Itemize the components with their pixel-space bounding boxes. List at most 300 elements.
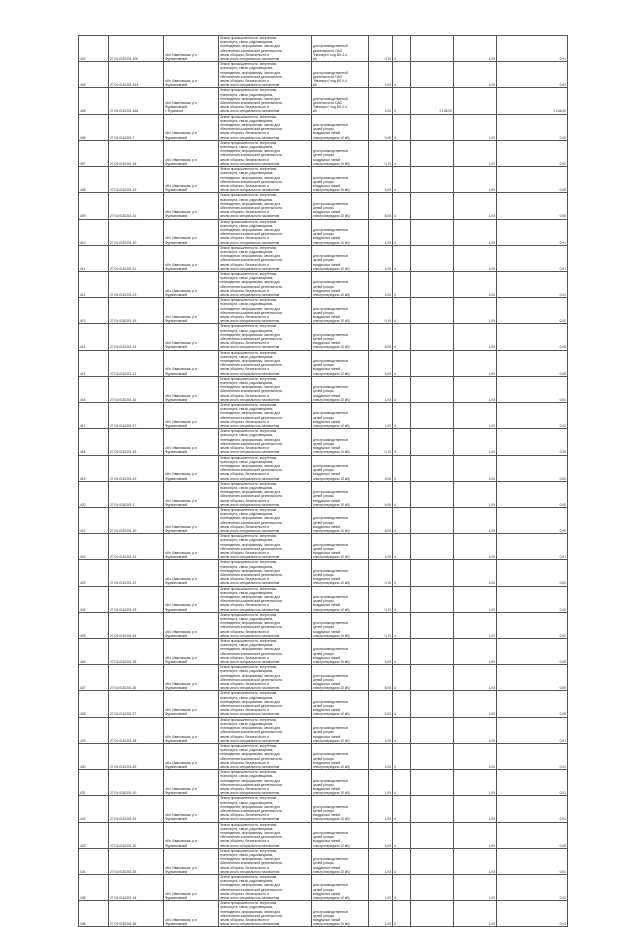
unit-code-cell: 4 [393, 403, 411, 429]
unit-code-cell: 4 [393, 350, 411, 376]
cadastral-number-cell: 27:01:0110201:15 [109, 298, 164, 324]
coefficient-cell: 1,00 [454, 298, 497, 324]
area-cell: 1,00 [369, 271, 393, 297]
land-category-cell: Земли промышленности, энергетики, транспорта, связи, радиовещания, телевидения, информатики, земли для обеспечения космической деятельности, земли обороны, безопасности и земли иного специального назначения [219, 271, 312, 297]
cadastral-number-cell: 27:01:0110201:35 [109, 901, 164, 927]
table-row [79, 639, 568, 665]
cadastral-value-cell [411, 717, 454, 743]
unit-code-cell: 4 [393, 848, 411, 874]
cadastral-value-cell [411, 271, 454, 297]
coefficient-cell: 1,00 [454, 901, 497, 927]
tax-amount-cell: 0,00 [497, 455, 568, 481]
tax-amount-cell: 0,01 [497, 848, 568, 874]
land-category-cell: Земли промышленности, энергетики, транспорта, связи, радиовещания, телевидения, информатики, земли для обеспечения космической деятельности, земли обороны, безопасности и земли иного специального назначения [219, 403, 312, 429]
table-row [79, 62, 568, 88]
tax-amount-cell: 0,01 [497, 875, 568, 901]
address-cell: обл. Ивановская, р-н Фурмановский [164, 822, 219, 848]
area-cell: 0,05 [369, 114, 393, 140]
land-category-cell: Земли промышленности, энергетики, транспорта, связи, радиовещания, телевидения, информатики, земли для обеспечения космической деятельности, земли обороны, безопасности и земли иного специального назначения [219, 691, 312, 717]
table-row [79, 88, 568, 114]
row-number-cell: 402 [79, 36, 109, 62]
coefficient-cell: 1,00 [454, 245, 497, 271]
address-cell: обл. Ивановская, р-н Фурмановский [164, 691, 219, 717]
row-number-cell: 404 [79, 62, 109, 88]
unit-code-cell: 4 [393, 717, 411, 743]
row-number-cell: 433 [79, 822, 109, 848]
address-cell: обл. Ивановская, р-н Фурмановский [164, 848, 219, 874]
coefficient-cell: 1,00 [454, 324, 497, 350]
cadastral-value-cell [411, 298, 454, 324]
tax-amount-cell: 0,05 [497, 167, 568, 193]
permitted-use-cell: для производственных целей (опоры воздушных линий электропередачи 10 кВ) [312, 691, 369, 717]
tax-amount-cell: 0,05 [497, 665, 568, 691]
land-category-cell: Земли промышленности, энергетики, транспорта, связи, радиовещания, телевидения, информатики, земли для обеспечения космической деятельности, земли обороны, безопасности и земли иного специального назначения [219, 62, 312, 88]
area-cell: 1,00 [369, 245, 393, 271]
unit-code-cell: 4 [393, 639, 411, 665]
coefficient-cell: 1,00 [454, 586, 497, 612]
table-row [79, 848, 568, 874]
cadastral-value-cell [411, 796, 454, 822]
coefficient-cell: 1,00 [454, 271, 497, 297]
coefficient-cell [454, 88, 497, 114]
cadastral-value-cell [411, 822, 454, 848]
permitted-use-cell: для производственных целей (опоры воздушных линий электропередачи 10 кВ) [312, 245, 369, 271]
table-row [79, 324, 568, 350]
unit-code-cell: 4 [393, 901, 411, 927]
cadastral-value-cell [411, 534, 454, 560]
cadastral-value-cell [411, 429, 454, 455]
tax-amount-cell: 0,05 [497, 350, 568, 376]
unit-code-cell: 4 [393, 429, 411, 455]
area-cell: 5,00 [369, 481, 393, 507]
tax-amount-cell: 0,01 [497, 770, 568, 796]
area-cell: 1,00 [369, 796, 393, 822]
land-category-cell: Земли промышленности, энергетики, транспорта, связи, радиовещания, телевидения, информатики, земли для обеспечения космической деятельности, земли обороны, безопасности и земли иного специального назначения [219, 376, 312, 402]
cadastral-number-cell: 27:01:0110201:23 [109, 586, 164, 612]
unit-code-cell: 4 [393, 875, 411, 901]
cadastral-value-cell [411, 350, 454, 376]
land-category-cell: Земли промышленности, энергетики, транспорта, связи, радиовещания, телевидения, информатики, земли для обеспечения космической деятельности, земли обороны, безопасности и земли иного специального назначения [219, 743, 312, 769]
land-category-cell: Земли промышленности, энергетики, транспорта, связи, радиовещания, телевидения, информатики, земли для обеспечения космической деятельности, земли обороны, безопасности и земли иного специального назначения [219, 586, 312, 612]
address-cell: обл. Ивановская, р-н Фурмановский [164, 743, 219, 769]
address-cell: обл. Ивановская, р-н Фурмановский [164, 796, 219, 822]
table-row [79, 167, 568, 193]
coefficient-cell: 1,00 [454, 848, 497, 874]
unit-code-cell: 4 [393, 534, 411, 560]
row-number-cell: 410 [79, 219, 109, 245]
row-number-cell: 427 [79, 665, 109, 691]
row-number-cell: 413 [79, 298, 109, 324]
coefficient-cell: 1,00 [454, 822, 497, 848]
table-row [79, 796, 568, 822]
permitted-use-cell: для производственных целей (опоры воздушных линий электропередачи 10 кВ) [312, 507, 369, 533]
permitted-use-cell: для производственных целей (опоры воздушных линий электропередачи 10 кВ) [312, 455, 369, 481]
area-cell: 1,00 [369, 219, 393, 245]
table-row [79, 403, 568, 429]
cadastral-number-cell: 27:01:0110201:15 [109, 429, 164, 455]
land-category-cell: Земли промышленности, энергетики, транспорта, связи, радиовещания, телевидения, информатики, земли для обеспечения космической деятельности, земли обороны, безопасности и земли иного специального назначения [219, 350, 312, 376]
tax-amount-cell: 0,01 [497, 743, 568, 769]
cadastral-value-cell [411, 639, 454, 665]
unit-code-cell: 4 [393, 298, 411, 324]
cadastral-value-cell [411, 62, 454, 88]
unit-code-cell: 4 [393, 193, 411, 219]
permitted-use-cell: для производственных целей (опоры воздушных линий электропередачи 10 кВ) [312, 219, 369, 245]
coefficient-cell: 1,00 [454, 350, 497, 376]
land-category-cell: Земли промышленности, энергетики, транспорта, связи, радиовещания, телевидения, информатики, земли для обеспечения космической деятельности, земли обороны, безопасности и земли иного специального назначения [219, 193, 312, 219]
permitted-use-cell: для производственной деятельности ОАО "Ивэнерго" под ВЛ-0,4 кВ [312, 62, 369, 88]
cadastral-number-cell: 27:01:0110201:14 [109, 324, 164, 350]
tax-amount-cell: 0,00 [497, 586, 568, 612]
cadastral-value-cell [411, 507, 454, 533]
permitted-use-cell: для производственных целей (опоры воздушных линий электропередачи 10 кВ) [312, 848, 369, 874]
area-cell: 5,00 [369, 507, 393, 533]
area-cell: 1,00 [369, 376, 393, 402]
unit-code-cell: 4 [393, 324, 411, 350]
land-category-cell: Земли промышленности, энергетики, транспорта, связи, радиовещания, телевидения, информатики, земли для обеспечения космической деятельности, земли обороны, безопасности и земли иного специального назначения [219, 612, 312, 638]
cadastral-value-cell [411, 324, 454, 350]
land-category-cell: Земли промышленности, энергетики, транспорта, связи, радиовещания, телевидения, информатики, земли для обеспечения космической деятельности, земли обороны, безопасности и земли иного специального назначения [219, 534, 312, 560]
land-plots-table [78, 35, 568, 927]
address-cell: обл. Ивановская, р-н Фурмановский [164, 36, 219, 62]
table-row [79, 507, 568, 533]
cadastral-number-cell: 27:01:0110201:31 [109, 796, 164, 822]
coefficient-cell: 1,00 [454, 507, 497, 533]
address-cell: обл. Ивановская, р-н Фурмановский [164, 481, 219, 507]
cadastral-value-cell [411, 193, 454, 219]
table-row [79, 36, 568, 62]
tax-amount-cell: 0,01 [497, 219, 568, 245]
row-number-cell: 421 [79, 507, 109, 533]
permitted-use-cell: для производственных целей (опоры воздушных линий электропередачи 10 кВ) [312, 586, 369, 612]
cadastral-number-cell: 27:01:0110201:32 [109, 822, 164, 848]
table-row [79, 770, 568, 796]
permitted-use-cell: для производственных целей (опоры воздушных линий электропередачи 10 кВ) [312, 140, 369, 166]
cadastral-number-cell: 27:01:0110201:100 [109, 36, 164, 62]
cadastral-number-cell: 27:01:0110201:164 [109, 62, 164, 88]
row-number-cell: 416 [79, 376, 109, 402]
address-cell: обл. Ивановская, р-н Фурмановский [164, 586, 219, 612]
tax-amount-cell: 0,02 [497, 62, 568, 88]
permitted-use-cell: для производственных целей (опоры воздушных линий электропередачи 10 кВ) [312, 534, 369, 560]
address-cell: обл. Ивановская, р-н Фурмановский [164, 403, 219, 429]
cadastral-number-cell: 27:01:0110201:33 [109, 848, 164, 874]
address-cell: обл. Ивановская, р-н Фурмановский [164, 770, 219, 796]
coefficient-cell: 1,00 [454, 167, 497, 193]
row-number-cell: 431 [79, 770, 109, 796]
area-cell: 0,10 [369, 429, 393, 455]
tax-amount-cell: 0,00 [497, 429, 568, 455]
permitted-use-cell: для производственных целей (опоры воздушных линий электропередачи 10 кВ) [312, 376, 369, 402]
unit-code-cell: 4 [393, 743, 411, 769]
cadastral-number-cell: 27:01:0110201:21 [109, 534, 164, 560]
row-number-cell: 436 [79, 901, 109, 927]
cadastral-number-cell: 27:01:0110201:10 [109, 219, 164, 245]
address-cell: обл. Ивановская, р-н Фурмановский [164, 193, 219, 219]
address-cell: обл. Ивановская, р-н Фурмановский [164, 560, 219, 586]
coefficient-cell: 1,00 [454, 376, 497, 402]
cadastral-value-cell [411, 114, 454, 140]
permitted-use-cell: для производственных целей (опоры воздушных линий электропередачи 10 кВ) [312, 612, 369, 638]
coefficient-cell: 1,00 [454, 612, 497, 638]
table-row [79, 140, 568, 166]
permitted-use-cell: для производственных целей (опоры воздушных линий электропередачи 10 кВ) [312, 796, 369, 822]
row-number-cell: 424 [79, 586, 109, 612]
address-cell: обл. Ивановская, р-н Фурмановский [164, 429, 219, 455]
row-number-cell: 411 [79, 245, 109, 271]
row-number-cell: 412 [79, 271, 109, 297]
table-row [79, 114, 568, 140]
row-number-cell: 423 [79, 560, 109, 586]
land-category-cell: Земли промышленности, энергетики, транспорта, связи, радиовещания, телевидения, информатики, земли для обеспечения космической деятельности, земли обороны, безопасности и земли иного специального назначения [219, 114, 312, 140]
cadastral-number-cell: 27:01:0110201:11 [109, 245, 164, 271]
area-cell: 5,00 [369, 822, 393, 848]
table-row [79, 429, 568, 455]
address-cell: обл. Ивановская, р-н Фурмановский [164, 324, 219, 350]
area-cell: 5,00 [369, 350, 393, 376]
land-category-cell: Земли промышленности, энергетики, транспорта, связи, радиовещания, телевидения, информатики, земли для обеспечения космической деятельности, земли обороны, безопасности и земли иного специального назначения [219, 507, 312, 533]
unit-code-cell: 4 [393, 560, 411, 586]
cadastral-value-cell [411, 612, 454, 638]
table-row [79, 245, 568, 271]
table-row [79, 691, 568, 717]
row-number-cell: 420 [79, 481, 109, 507]
coefficient-cell: 1,00 [454, 403, 497, 429]
cadastral-number-cell: 27:01:0110201:19 [109, 167, 164, 193]
row-number-cell: 415 [79, 350, 109, 376]
land-category-cell: Земли промышленности, энергетики, транспорта, связи, радиовещания, телевидения, информатики, земли для обеспечения космической деятельности, земли обороны, безопасности и земли иного специального назначения [219, 848, 312, 874]
unit-code-cell: 4 [393, 114, 411, 140]
cadastral-value-cell [411, 376, 454, 402]
permitted-use-cell: для производственных целей (опоры воздушных линий электропередачи 10 кВ) [312, 167, 369, 193]
address-cell: обл. Ивановская, р-н Фурмановский [164, 376, 219, 402]
address-cell: обл. Ивановская, р-н Фурмановский [164, 639, 219, 665]
address-cell: обл. Ивановская, р-н Фурмановский [164, 507, 219, 533]
permitted-use-cell: для производственных целей (опоры воздушных линий электропередачи 10 кВ) [312, 429, 369, 455]
cadastral-number-cell: 27:01:0110201:25 [109, 639, 164, 665]
row-number-cell: 414 [79, 324, 109, 350]
address-cell: обл. Ивановская, р-н Фурмановский [164, 245, 219, 271]
area-cell: 0,10 [369, 560, 393, 586]
row-number-cell: 418 [79, 429, 109, 455]
row-number-cell: 408 [79, 167, 109, 193]
land-category-cell: Земли промышленности, энергетики, транспорта, связи, радиовещания, телевидения, информатики, земли для обеспечения космической деятельности, земли обороны, безопасности и земли иного специального назначения [219, 717, 312, 743]
address-cell: обл. Ивановская, р-н Фурмановский [164, 298, 219, 324]
coefficient-cell: 1,00 [454, 140, 497, 166]
land-category-cell: Земли промышленности, энергетики, транспорта, связи, радиовещания, телевидения, информатики, земли для обеспечения космической деятельности, земли обороны, безопасности и земли иного специального назначения [219, 875, 312, 901]
table-row [79, 743, 568, 769]
permitted-use-cell: для производственных целей (опоры воздушных линий электропередачи 10 кВ) [312, 717, 369, 743]
land-category-cell: Земли промышленности, энергетики, транспорта, связи, радиовещания, телевидения, информатики, земли для обеспечения космической деятельности, земли обороны, безопасности и земли иного специального назначения [219, 481, 312, 507]
table-row [79, 376, 568, 402]
tax-amount-cell: 0,00 [497, 612, 568, 638]
area-cell: 5,00 [369, 324, 393, 350]
tax-amount-cell: 0,00 [497, 114, 568, 140]
cadastral-value-cell [411, 455, 454, 481]
area-cell: 1,00 [369, 534, 393, 560]
cadastral-value-cell [411, 770, 454, 796]
area-cell: 1,00 [369, 901, 393, 927]
unit-code-cell: 4 [393, 796, 411, 822]
land-category-cell: Земли промышленности, энергетики, транспорта, связи, радиовещания, телевидения, информатики, земли для обеспечения космической деятельности, земли обороны, безопасности и земли иного специального назначения [219, 822, 312, 848]
coefficient-cell: 1,00 [454, 770, 497, 796]
coefficient-cell: 1,00 [454, 796, 497, 822]
tax-amount-cell: 0,01 [497, 403, 568, 429]
row-number-cell: 417 [79, 403, 109, 429]
address-cell: обл. Ивановская, р-н Фурмановский [164, 455, 219, 481]
cadastral-number-cell: 27:01:0110201:29 [109, 743, 164, 769]
address-cell: обл. Ивановская, р-н Фурмановский [164, 665, 219, 691]
permitted-use-cell: для производственных целей (опоры воздушных линий электропередачи 10 кВ) [312, 298, 369, 324]
cadastral-value-cell [411, 167, 454, 193]
land-category-cell: Земли промышленности, энергетики, транспорта, связи, радиовещания, телевидения, информатики, земли для обеспечения космической деятельности, земли обороны, безопасности и земли иного специального назначения [219, 639, 312, 665]
unit-code-cell: 4 [393, 88, 411, 114]
tax-amount-cell: 0,05 [497, 639, 568, 665]
coefficient-cell: 1,00 [454, 534, 497, 560]
cadastral-number-cell: 27:01:0110201:34 [109, 875, 164, 901]
cadastral-value-cell [411, 140, 454, 166]
cadastral-value-cell [411, 560, 454, 586]
table-row [79, 665, 568, 691]
document-sheet [78, 35, 567, 927]
area-cell: 0,05 [369, 455, 393, 481]
land-category-cell: Земли промышленности, энергетики, транспорта, связи, радиовещания, телевидения, информатики, земли для обеспечения космической деятельности, земли обороны, безопасности и земли иного специального назначения [219, 140, 312, 166]
coefficient-cell: 1,00 [454, 455, 497, 481]
cadastral-value-cell [411, 848, 454, 874]
land-category-cell: Земли промышленности, энергетики, транспорта, связи, радиовещания, телевидения, информатики, земли для обеспечения космической деятельности, земли обороны, безопасности и земли иного специального назначения [219, 324, 312, 350]
permitted-use-cell: для производственных целей (опоры воздушных линий электропередачи 10 кВ) [312, 901, 369, 927]
permitted-use-cell: для производственных целей (опоры воздушных линий электропередачи 10 кВ) [312, 743, 369, 769]
unit-code-cell: 4 [393, 219, 411, 245]
area-cell: 0,10 [369, 36, 393, 62]
coefficient-cell: 1,00 [454, 691, 497, 717]
row-number-cell: 422 [79, 534, 109, 560]
cadastral-number-cell: 27:01:0110201:24 [109, 612, 164, 638]
unit-code-cell: 4 [393, 481, 411, 507]
area-cell: 1,00 [369, 717, 393, 743]
row-number-cell: 409 [79, 193, 109, 219]
coefficient-cell: 1,00 [454, 481, 497, 507]
tax-amount-cell: 0,05 [497, 324, 568, 350]
table-row [79, 271, 568, 297]
coefficient-cell: 1,00 [454, 114, 497, 140]
table-row [79, 298, 568, 324]
permitted-use-cell: для производственных целей (опоры воздушных линий электропередачи 10 кВ) [312, 770, 369, 796]
tax-amount-cell: 0,05 [497, 193, 568, 219]
area-cell: 1,00 [369, 88, 393, 114]
land-category-cell: Земли промышленности, энергетики, транспорта, связи, радиовещания, телевидения, информатики, земли для обеспечения космической деятельности, земли обороны, безопасности и земли иного специального назначения [219, 560, 312, 586]
area-cell: 1,00 [369, 743, 393, 769]
table-row [79, 717, 568, 743]
cadastral-number-cell: 27:01:0110201:30 [109, 770, 164, 796]
tax-amount-cell: 0,05 [497, 691, 568, 717]
unit-code-cell: 4 [393, 376, 411, 402]
table-row [79, 612, 568, 638]
table-row [79, 560, 568, 586]
permitted-use-cell: для производственных целей (опоры воздушных линий электропередачи 10 кВ) [312, 193, 369, 219]
cadastral-value-cell [411, 219, 454, 245]
area-cell: 5,00 [369, 639, 393, 665]
tax-amount-cell: 1 146,00 [497, 88, 568, 114]
permitted-use-cell: для производственной деятельности ОАО "Ивэнерго" под ВЛ-0,4 кВ [312, 88, 369, 114]
permitted-use-cell: для производственных целей (опоры воздушных линий электропередачи 10 кВ) [312, 875, 369, 901]
cadastral-number-cell: 27:01:0110201:12 [109, 350, 164, 376]
cadastral-number-cell: 27:01:0110201:16 [109, 376, 164, 402]
area-cell: 0,10 [369, 586, 393, 612]
row-number-cell: 425 [79, 612, 109, 638]
land-category-cell: Земли промышленности, энергетики, транспорта, связи, радиовещания, телевидения, информатики, земли для обеспечения космической деятельности, земли обороны, безопасности и земли иного специального назначения [219, 298, 312, 324]
land-category-cell: Земли промышленности, энергетики, транспорта, связи, радиовещания, телевидения, информатики, земли для обеспечения космической деятельности, земли обороны, безопасности и земли иного специального назначения [219, 429, 312, 455]
permitted-use-cell: для производственной деятельности ОАО "Ивэнерго" под ВЛ-0,4 кВ [312, 36, 369, 62]
cadastral-number-cell: 27:01:0110201:18 [109, 140, 164, 166]
address-cell: обл. Ивановская, р-н Фурмановский [164, 219, 219, 245]
unit-code-cell: 4 [393, 140, 411, 166]
table-row [79, 586, 568, 612]
cadastral-number-cell: 27:01:0110201:27 [109, 691, 164, 717]
cadastral-value-cell [411, 245, 454, 271]
coefficient-cell: 1,00 [454, 875, 497, 901]
table-row [79, 350, 568, 376]
row-number-cell: 419 [79, 455, 109, 481]
table-row [79, 481, 568, 507]
row-number-cell: 428 [79, 691, 109, 717]
address-cell: обл. Ивановская, р-н Фурмановский [164, 271, 219, 297]
coefficient-cell: 1,00 [454, 62, 497, 88]
coefficient-cell: 1,00 [454, 639, 497, 665]
cadastral-value-cell [411, 586, 454, 612]
land-category-cell: Земли промышленности, энергетики, транспорта, связи, радиовещания, телевидения, информатики, земли для обеспечения космической деятельности, земли обороны, безопасности и земли иного специального назначения [219, 88, 312, 114]
permitted-use-cell: для производственных целей (опоры воздушных линий электропередачи 10 кВ) [312, 271, 369, 297]
cadastral-number-cell: 27:01:0110201:28 [109, 717, 164, 743]
cadastral-number-cell: 27:01:0110201:20 [109, 507, 164, 533]
address-cell: обл. Ивановская, р-н Фурмановский [164, 534, 219, 560]
cadastral-value-cell [411, 403, 454, 429]
tax-amount-cell: 0,05 [497, 481, 568, 507]
unit-code-cell: 4 [393, 455, 411, 481]
unit-code-cell: 4 [393, 612, 411, 638]
area-cell: 2,00 [369, 62, 393, 88]
row-number-cell: 432 [79, 796, 109, 822]
area-cell: 1,00 [369, 875, 393, 901]
unit-code-cell: 4 [393, 586, 411, 612]
address-cell: обл. Ивановская, р-н Фурмановский [164, 62, 219, 88]
tax-amount-cell: 0,05 [497, 822, 568, 848]
permitted-use-cell: для производственных целей (опоры воздушных линий электропередачи 10 кВ) [312, 403, 369, 429]
address-cell: обл. Ивановская, р-н Фурмановский [164, 612, 219, 638]
area-cell: 1,00 [369, 403, 393, 429]
cadastral-value-cell [411, 743, 454, 769]
permitted-use-cell: для производственных целей (опоры воздушных линий электропередачи 10 кВ) [312, 665, 369, 691]
tax-amount-cell: 0,01 [497, 534, 568, 560]
table-row [79, 875, 568, 901]
permitted-use-cell: для производственных целей (опоры воздушных линий электропередачи 10 кВ) [312, 822, 369, 848]
coefficient-cell: 1,00 [454, 429, 497, 455]
address-cell: обл. Ивановская, р-н Фурмановский [164, 875, 219, 901]
unit-code-cell: 4 [393, 665, 411, 691]
land-category-cell: Земли промышленности, энергетики, транспорта, связи, радиовещания, телевидения, информатики, земли для обеспечения космической деятельности, земли обороны, безопасности и земли иного специального назначения [219, 665, 312, 691]
cadastral-value-cell [411, 665, 454, 691]
area-cell: 5,00 [369, 691, 393, 717]
table-row [79, 219, 568, 245]
permitted-use-cell: для производственных целей (опоры воздушных линий электропередачи 10 кВ) [312, 481, 369, 507]
table-row [79, 455, 568, 481]
unit-code-cell: 4 [393, 167, 411, 193]
row-number-cell: 429 [79, 717, 109, 743]
area-cell: 1,00 [369, 770, 393, 796]
tax-amount-cell: 0,01 [497, 901, 568, 927]
permitted-use-cell: для производственных целей (опоры воздушных линий электропередачи 10 кВ) [312, 350, 369, 376]
unit-code-cell: 4 [393, 62, 411, 88]
